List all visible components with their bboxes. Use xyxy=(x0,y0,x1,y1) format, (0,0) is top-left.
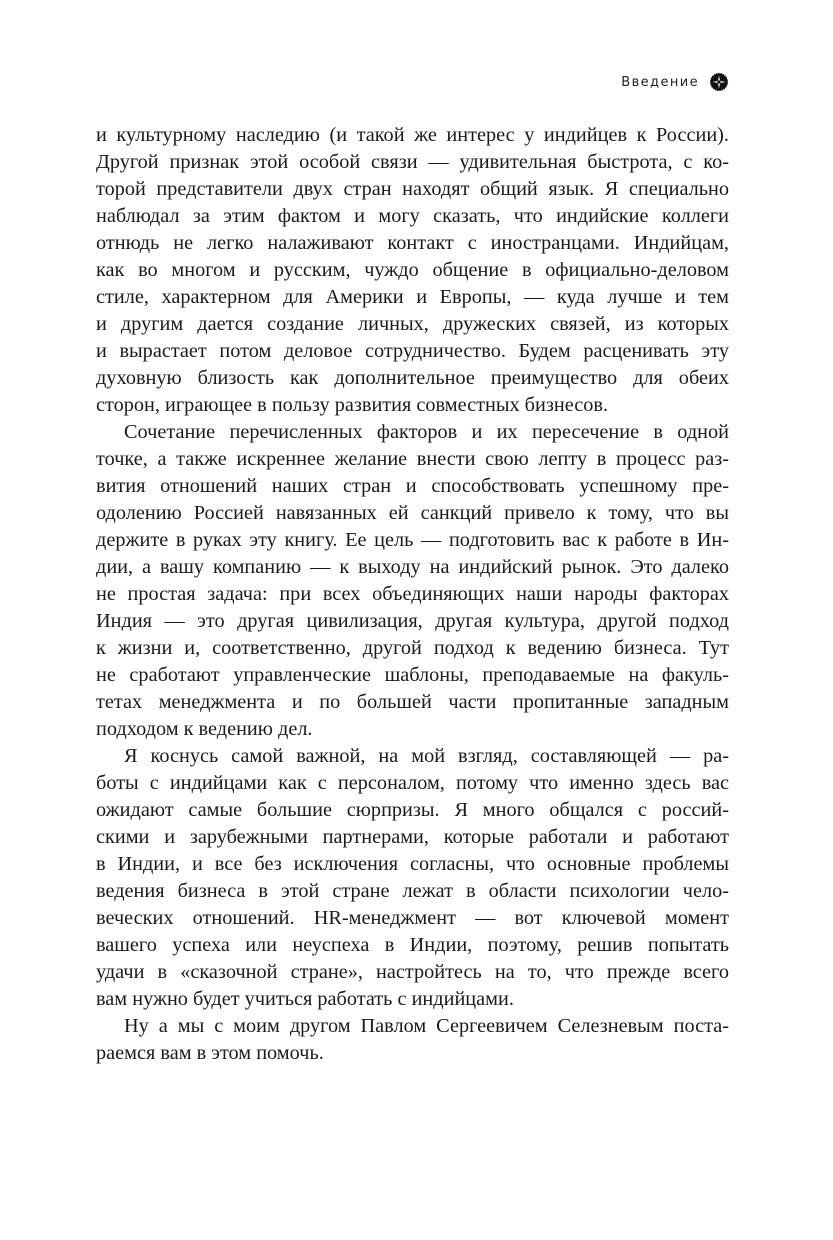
text-line: дии, а вашу компанию — к выходу на индийский рынок. Это далеко xyxy=(96,556,729,578)
text-line: сторон, играющее в пользу развития совместных бизнесов. xyxy=(96,394,609,416)
text-line: вития отношений наших стран и способствовать успешному пре- xyxy=(96,475,729,497)
text-line: удачи в «сказочной стране», настройтесь на то, что прежде всего xyxy=(96,961,729,983)
text-line: Индия — это другая цивилизация, другая культура, другой подход xyxy=(96,610,729,632)
text-line: духовную близость как дополнительное преимущество для обеих xyxy=(96,367,729,389)
text-line: и другим дается создание личных, дружеских связей, из которых xyxy=(96,313,729,335)
text-line: Другой признак этой особой связи — удивительная быстрота, с ко- xyxy=(96,151,729,173)
paragraph xyxy=(96,122,729,419)
text-line: вашего успеха или неуспеха в Индии, поэтому, решив попытать xyxy=(96,934,729,956)
paragraph xyxy=(96,419,729,743)
page-header xyxy=(621,72,729,92)
text-line: точке, а также искреннее желание внести свою лепту в процесс раз- xyxy=(96,448,729,470)
text-line: стиле, характерном для Америки и Европы, — куда лучше и тем xyxy=(96,286,729,308)
text-line: скими и зарубежными партнерами, которые работали и работают xyxy=(96,826,729,848)
text-line: торой представители двух стран находят общий язык. Я специально xyxy=(96,178,729,200)
text-line: и вырастает потом деловое сотрудничество. Будем расценивать эту xyxy=(96,340,729,362)
text-line: вам нужно будет учиться работать с индийцами. xyxy=(96,988,514,1010)
text-line: Я коснусь самой важной, на мой взгляд, составляющей — ра- xyxy=(124,745,729,767)
text-line: раемся вам в этом помочь. xyxy=(96,1042,324,1064)
paragraph xyxy=(96,1013,729,1067)
text-line: отнюдь не легко налаживают контакт с иностранцами. Индийцам, xyxy=(96,232,729,254)
ornament-icon xyxy=(709,72,729,92)
text-line: Ну а мы с моим другом Павлом Сергеевичем Селезневым поста- xyxy=(124,1015,729,1037)
running-head: Введение xyxy=(621,74,699,90)
text-line: и культурному наследию (и такой же интерес у индийцев к России). xyxy=(96,124,729,146)
paragraph xyxy=(96,743,729,1013)
text-line: одолению Россией навязанных ей санкций привело к тому, что вы xyxy=(96,502,729,524)
body-text xyxy=(96,122,729,1067)
text-line: веческих отношений. HR-менеджмент — вот ключевой момент xyxy=(96,907,729,929)
text-line: как во многом и русским, чуждо общение в официально-деловом xyxy=(96,259,729,281)
text-line: не сработают управленческие шаблоны, преподаваемые на факуль- xyxy=(96,664,729,686)
text-line: ожидают самые большие сюрпризы. Я много общался с россий- xyxy=(96,799,729,821)
text-line: Сочетание перечисленных факторов и их пересечение в одной xyxy=(124,421,729,443)
text-line: боты с индийцами как с персоналом, потому что именно здесь вас xyxy=(96,772,729,794)
text-line: ведения бизнеса в этой стране лежат в области психологии чело- xyxy=(96,880,729,902)
text-line: к жизни и, соответственно, другой подход к ведению бизнеса. Тут xyxy=(96,637,729,659)
text-line: держите в руках эту книгу. Ее цель — подготовить вас к работе в Ин- xyxy=(96,529,729,551)
text-line: тетах менеджмента и по большей части пропитанные западным xyxy=(96,691,729,713)
text-line: в Индии, и все без исключения согласны, что основные проблемы xyxy=(96,853,729,875)
text-line: подходом к ведению дел. xyxy=(96,718,313,740)
text-line: не простая задача: при всех объединяющих наши народы факторах xyxy=(96,583,729,605)
text-line: наблюдал за этим фактом и могу сказать, что индийские коллеги xyxy=(96,205,729,227)
